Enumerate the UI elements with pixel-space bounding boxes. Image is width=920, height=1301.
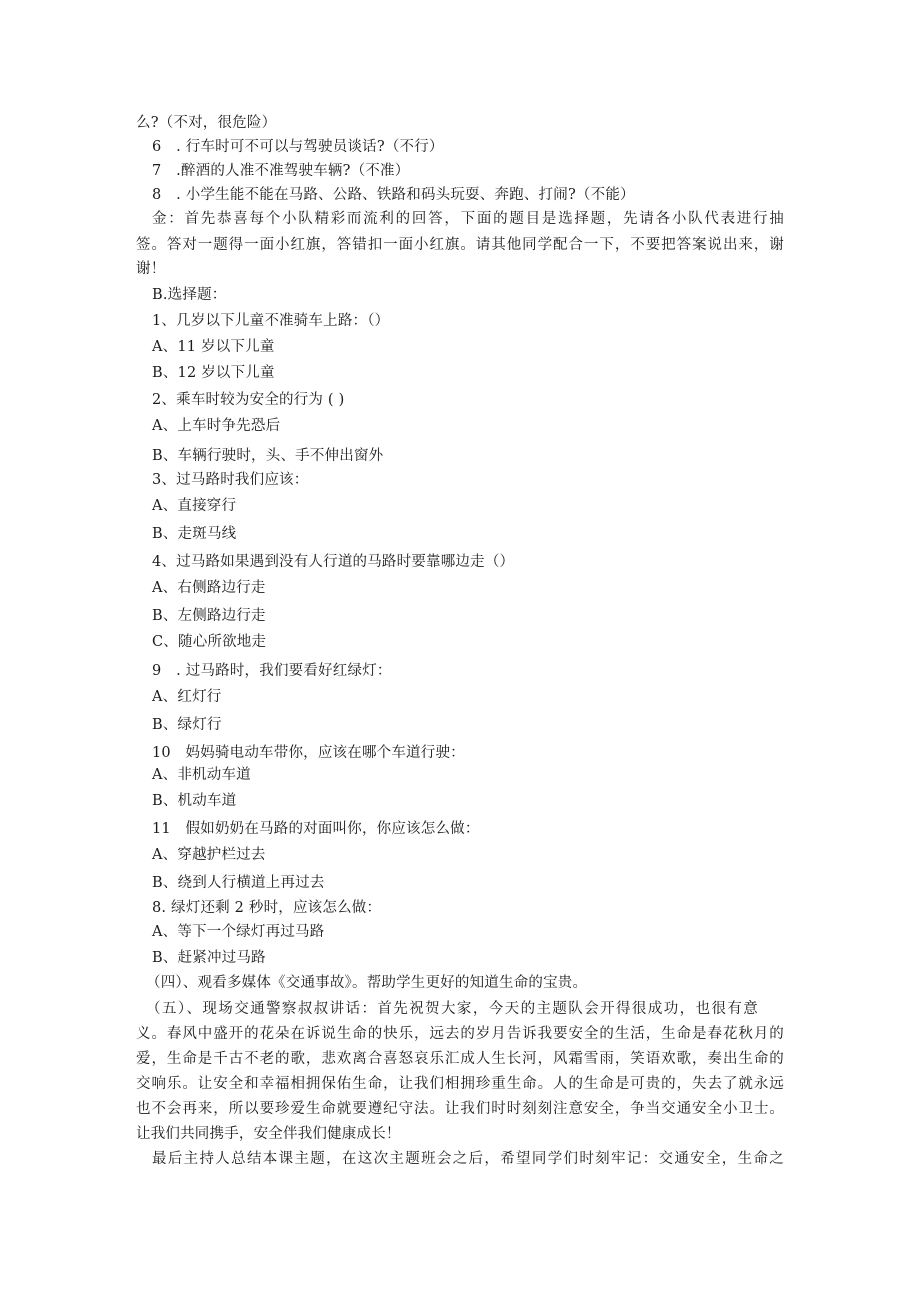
option-text: A、直接穿行 [152,498,237,514]
paragraph-line: 爱，生命是千古不老的歌，悲欢离合喜怒哀乐汇成人生长河，风霜雪雨，笑语欢歌，奏出生命的 [136,1051,784,1067]
option-text: B、车辆行驶时，头、手不伸出窗外 [152,448,384,464]
text-line: 签。答对一题得一面小红旗，答错扣一面小红旗。请其他同学配合一下，不要把答案说出来，谢 [136,237,784,253]
text-line: 6 . 行车时可不可以与驾驶员谈话?（不行） [152,139,444,155]
option-text: B、绕到人行横道上再过去 [152,875,325,891]
option-text: B、绿灯行 [152,717,222,733]
text-line: 么?（不对，很危险） [136,115,277,131]
option-text: B、左侧路边行走 [152,608,266,624]
question-text: 4、过马路如果遇到没有人行道的马路时要靠哪边走（） [152,554,515,570]
paragraph-line: 让我们共同携手，安全伴我们健康成长！ [136,1126,401,1142]
paragraph-line: （四）、观看多媒体《交通事故》。帮助学生更好的知道生命的宝贵。 [146,975,588,991]
question-text: 9 . 过马路时，我们要看好红绿灯： [152,663,392,679]
section-heading: B.选择题： [152,287,227,303]
text-line: 7 .醉酒的人准不准驾驶车辆?（不准） [152,163,410,179]
option-text: B、走斑马线 [152,526,237,542]
option-text: A、上车时争先恐后 [152,418,281,434]
option-text: A、等下一个绿灯再过马路 [152,924,325,940]
paragraph-line: 也不会再来，所以要珍爱生命就要遵纪守法。让我们时时刻刻注意安全，争当交通安全小卫士。 [136,1101,784,1117]
question-text: 10 妈妈骑电动车带你，应该在哪个车道行驶： [152,745,465,761]
question-text: 1、几岁以下儿童不准骑车上路：（） [152,313,390,329]
option-text: C、随心所欲地走 [152,634,267,650]
question-text: 11 假如奶奶在马路的对面叫你，你应该怎么做： [152,821,480,837]
option-text: B、赶紧冲过马路 [152,950,266,966]
text-line: 金：首先恭喜每个小队精彩而流利的回答，下面的题目是选择题，先请各小队代表进行抽 [152,211,784,227]
option-text: A、11 岁以下儿童 [152,339,275,355]
option-text: B、12 岁以下儿童 [152,365,275,381]
paragraph-line: 义。春风中盛开的花朵在诉说生命的快乐，远去的岁月告诉我要安全的生活，生命是春花秋月的 [136,1026,784,1042]
text-line: 谢！ [136,261,166,277]
question-text: 8. 绿灯还剩 2 秒时，应该怎么做： [152,900,382,916]
paragraph-line: 交响乐。让安全和幸福相拥保佑生命，让我们相拥珍重生命。人的生命是可贵的，失去了就永远 [136,1076,784,1092]
paragraph-line: （五）、现场交通警察叔叔讲话：首先祝贺大家，今天的主题队会开得很成功，也很有意 [146,1001,758,1017]
question-text: 3、过马路时我们应该： [152,472,309,488]
option-text: A、穿越护栏过去 [152,847,266,863]
option-text: A、红灯行 [152,689,222,705]
question-text: 2、乘车时较为安全的行为 ( ) [152,392,345,408]
option-text: B、机动车道 [152,793,237,809]
option-text: A、右侧路边行走 [152,580,266,596]
option-text: A、非机动车道 [152,767,251,783]
text-line: 8 . 小学生能不能在马路、公路、铁路和码头玩耍、奔跑、打闹?（不能） [152,187,635,203]
paragraph-line: 最后主持人总结本课主题，在这次主题班会之后，希望同学们时刻牢记：交通安全，生命之 [152,1151,784,1167]
